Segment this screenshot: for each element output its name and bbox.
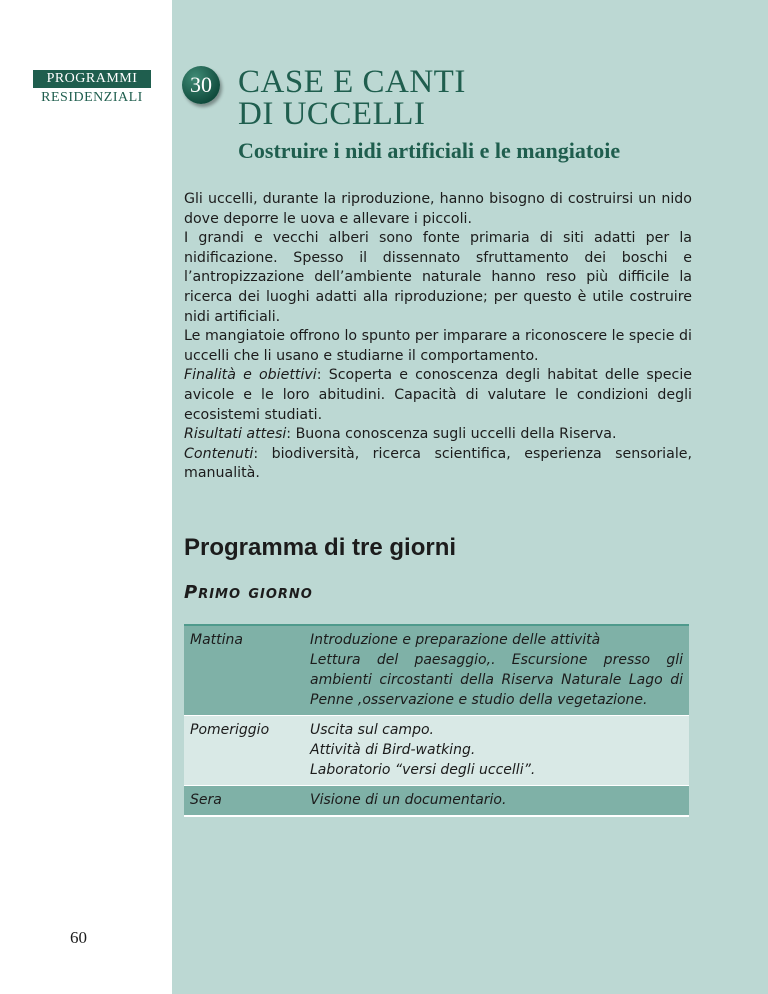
- program-title: Programma di tre giorni: [184, 534, 457, 561]
- page-title-line2: DI UCCELLI: [238, 96, 426, 132]
- schedule-line: Uscita sul campo.: [310, 722, 434, 738]
- day-title-cap: P: [184, 582, 199, 603]
- intro-paragraph-1: Gli uccelli, durante la riproduzione, hanno bisogno di costruirsi un nido dove deporre le uova e allevare i piccoli.: [184, 191, 692, 227]
- left-margin: [0, 0, 172, 994]
- schedule-time: Pomeriggio: [190, 722, 270, 738]
- results-label: Risultati attesi: [184, 426, 287, 443]
- schedule-line: Visione di un documentario.: [310, 792, 507, 808]
- objectives-label: Finalità e obiettivi: [184, 367, 317, 384]
- schedule-time: Sera: [190, 792, 222, 808]
- day-title-rest1: RIMO: [198, 587, 242, 602]
- schedule-time: Mattina: [190, 632, 243, 648]
- day-title: [184, 582, 313, 603]
- schedule-line: Lettura del paesaggio,. Escursione presso gli ambienti circostanti della Riserva Naturale Lago di Penne ,osservazione e studio della vegetazione.: [310, 652, 683, 708]
- intro-paragraph-2: I grandi e vecchi alberi sono fonte primaria di siti adatti per la nidificazione. Spesso il dissennato sfruttamento dei boschi e l’antropizzazione dell’ambiente naturale hanno reso più difficile la ricerca dei luoghi adatti alla riproduzione; per questo è utile costruire nidi artificiali.: [184, 230, 692, 325]
- contents-label: Contenuti: [184, 445, 254, 462]
- section-tag-bottom: RESIDENZIALI: [41, 90, 143, 105]
- schedule-description: [310, 720, 689, 780]
- schedule-row: [184, 626, 689, 716]
- contents-text: : biodiversità, ricerca scientifica, esperienza sensoriale, manualità.: [184, 445, 692, 482]
- page-title-line1: CASE E CANTI: [238, 64, 466, 100]
- schedule-table: [184, 624, 689, 817]
- schedule-description: [310, 630, 689, 710]
- page-subtitle: Costruire i nidi artificiali e le mangiatoie: [238, 138, 621, 163]
- chapter-number-badge: 30: [182, 66, 220, 104]
- objectives-text: : Scoperta e conoscenza degli habitat delle specie avicole e le loro abitudini. Capacità di valutare le condizioni degli ecosistemi studiati.: [184, 367, 692, 423]
- section-tag: [33, 70, 151, 108]
- intro-text: [184, 190, 692, 484]
- schedule-row: [184, 786, 689, 817]
- schedule-row: [184, 716, 689, 786]
- results-text: : Buona conoscenza sugli uccelli della Riserva.: [286, 426, 617, 443]
- section-tag-top: PROGRAMMI: [33, 70, 151, 88]
- objectives-paragraph: [184, 366, 692, 425]
- results-paragraph: [184, 425, 692, 445]
- contents-paragraph: [184, 445, 692, 484]
- schedule-description: [310, 790, 689, 810]
- day-title-rest2: GIORNO: [248, 587, 313, 602]
- schedule-line: Laboratorio “versi degli uccelli”.: [310, 762, 536, 778]
- schedule-line: Attività di Bird-watking.: [310, 742, 476, 758]
- intro-paragraph-3: Le mangiatoie offrono lo spunto per imparare a riconoscere le specie di uccelli che li usano e studiarne il comportamento.: [184, 328, 692, 364]
- schedule-line: Introduzione e preparazione delle attività: [310, 632, 601, 648]
- page-title: [238, 66, 738, 130]
- page-number: 60: [70, 928, 87, 947]
